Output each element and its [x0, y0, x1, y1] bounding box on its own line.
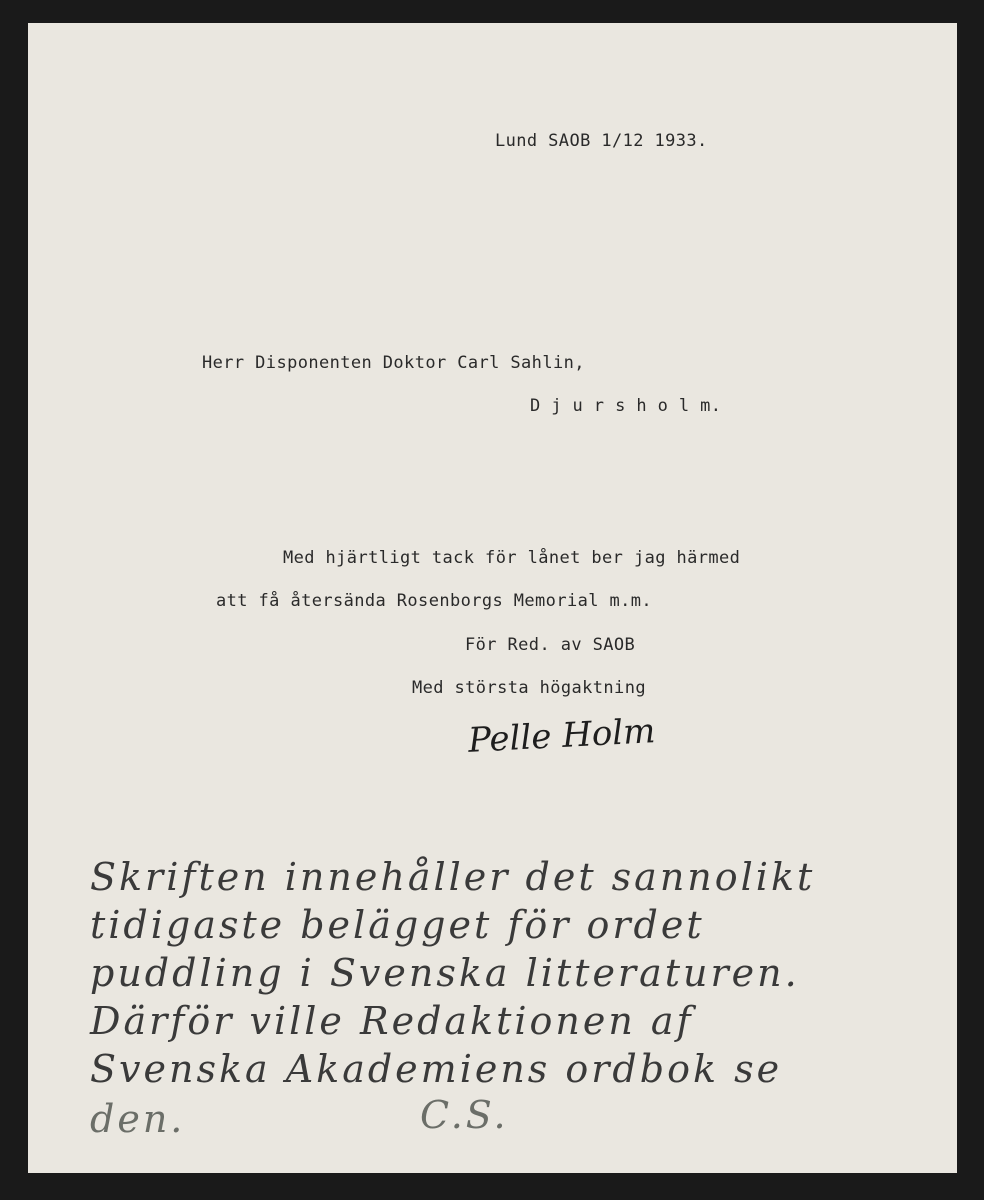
note-line-1: Skriften innehåller det sannolikt [90, 855, 816, 899]
sender-org: För Red. av SAOB [465, 635, 636, 655]
closing: Med största högaktning [412, 678, 646, 698]
note-line-4: Därför ville Redaktionen af [90, 999, 694, 1043]
body-line-1: Med hjärtligt tack för lånet ber jag härmed [283, 548, 741, 568]
addressee: Herr Disponenten Doktor Carl Sahlin, [202, 353, 585, 373]
letter-paper [28, 23, 957, 1173]
body-line-2: att få återsända Rosenborgs Memorial m.m. [216, 591, 653, 611]
note-line-2: tidigaste belägget för ordet [90, 903, 705, 947]
note-line-5: Svenska Akademiens ordbok se [90, 1047, 783, 1091]
dateline: Lund SAOB 1/12 1933. [495, 131, 708, 151]
note-initials: C.S. [420, 1093, 509, 1137]
note-line-3: puddling i Svenska litteraturen. [90, 951, 800, 995]
signature: Pelle Holm [467, 711, 657, 761]
note-line-6: den. [90, 1097, 186, 1141]
addressee-place: D j u r s h o l m. [530, 396, 722, 416]
